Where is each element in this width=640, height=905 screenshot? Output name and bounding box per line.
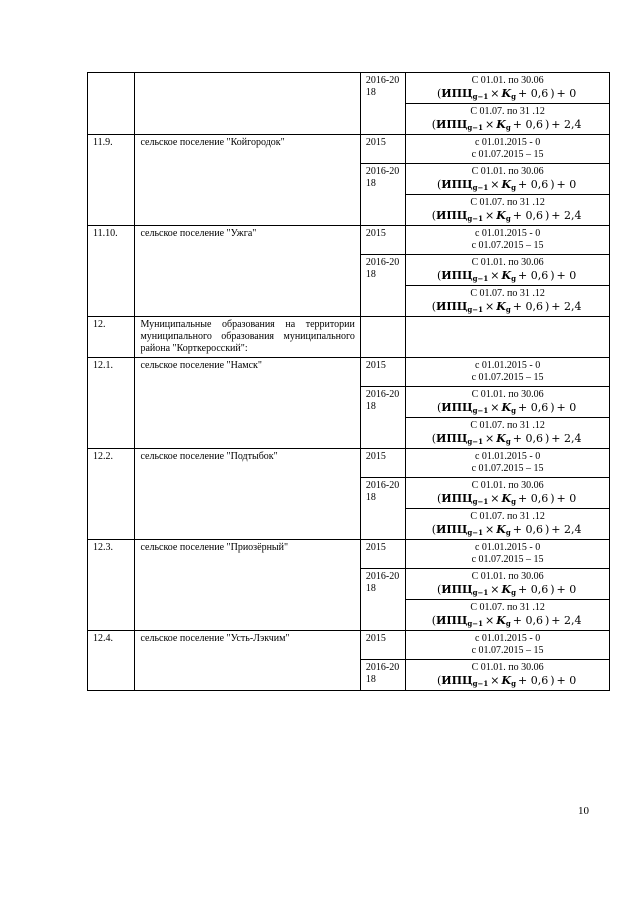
settlement-name (135, 73, 360, 135)
row-number: 12.4. (88, 631, 135, 691)
table-row (88, 449, 610, 478)
formula-base: ИПЦ (441, 492, 473, 505)
formula-paren: ( (436, 178, 442, 191)
tariff-formula (411, 615, 604, 627)
formula-multiply: × (490, 401, 500, 414)
formula-base: ИПЦ (435, 614, 468, 627)
row-number: 11.9. (88, 135, 135, 226)
formula-plus-constant: + 0,6 (512, 209, 543, 222)
table-row (88, 540, 610, 569)
settlement-name: сельское поселение "Подтыбок" (135, 449, 360, 540)
rate-cell (406, 104, 610, 135)
formula-multiply: × (485, 432, 495, 445)
formula-addend: + 2,4 (551, 118, 582, 131)
rate-cell (406, 660, 610, 691)
rate-cell (406, 478, 610, 509)
rate-2015-start: с 01.01.2015 - 0 (474, 228, 541, 239)
year-period (360, 317, 405, 358)
formula-paren: ( (436, 401, 442, 414)
year-period: 2015 (360, 226, 405, 255)
formula-addend: + 2,4 (551, 432, 582, 445)
settlement-name: сельское поселение "Намск" (135, 358, 360, 449)
formula-plus-constant: + 0,6 (512, 300, 543, 313)
formula-paren: ( (436, 674, 442, 687)
table-row (88, 226, 610, 255)
formula-base: ИПЦ (441, 674, 473, 687)
formula-multiply: × (485, 209, 495, 222)
formula-paren: ) (550, 87, 555, 100)
formula-coefficient-subscript: g (505, 214, 511, 223)
rate-cell (406, 317, 610, 358)
formula-coefficient: K (496, 209, 506, 222)
settlement-name: сельское поселение "Усть-Лэкчим" (135, 631, 360, 691)
period-second-half: С 01.07. по 31 .12 (470, 106, 545, 117)
formula-base: ИПЦ (435, 118, 468, 131)
rate-2015-start: с 01.01.2015 - 0 (474, 137, 541, 148)
formula-coefficient-subscript: g (511, 679, 516, 688)
formula-plus-constant: + 0,6 (517, 583, 549, 596)
table-row (88, 317, 610, 358)
formula-multiply: × (485, 523, 495, 536)
formula-paren: ( (436, 87, 442, 100)
year-period: 2016-2018 (360, 387, 405, 449)
year-period: 2016-2018 (360, 73, 405, 135)
rate-2015-mid: с 01.07.2015 – 15 (471, 372, 544, 383)
settlement-name: сельское поселение "Приозёрный" (135, 540, 360, 631)
formula-coefficient: K (501, 401, 512, 414)
formula-base: ИПЦ (441, 401, 473, 414)
formula-paren: ( (431, 209, 436, 222)
settlement-name: Муниципальные образования на территории муниципального образования муниципального района "Корткеросский": (135, 317, 360, 358)
formula-base: ИПЦ (441, 583, 473, 596)
table-row (88, 73, 610, 104)
formula-coefficient-subscript: g (511, 406, 516, 415)
formula-paren: ) (544, 209, 550, 222)
rate-cell (406, 135, 610, 164)
formula-plus-constant: + 0,6 (517, 492, 549, 505)
formula-coefficient-subscript: g (505, 528, 511, 537)
formula-base: ИПЦ (441, 87, 473, 100)
period-second-half: С 01.07. по 31 .12 (470, 288, 545, 299)
formula-coefficient: K (496, 432, 506, 445)
tariff-formula (411, 524, 604, 536)
formula-base: ИПЦ (441, 269, 473, 282)
formula-coefficient-subscript: g (511, 274, 516, 283)
row-number: 11.10. (88, 226, 135, 317)
tariff-formula (411, 301, 604, 313)
rate-cell (406, 73, 610, 104)
rate-cell (406, 569, 610, 600)
rate-2015-mid: с 01.07.2015 – 15 (471, 645, 544, 656)
formula-base-subscript: g−1 (472, 183, 489, 192)
period-first-half: С 01.01. по 30.06 (471, 571, 544, 582)
formula-plus-constant: + 0,6 (512, 614, 543, 627)
formula-base: ИПЦ (441, 178, 473, 191)
year-period: 2015 (360, 358, 405, 387)
formula-paren: ( (431, 614, 436, 627)
rate-cell (406, 387, 610, 418)
formula-base-subscript: g−1 (467, 528, 484, 537)
formula-base: ИПЦ (435, 523, 468, 536)
rate-cell (406, 286, 610, 317)
year-period: 2016-2018 (360, 255, 405, 317)
formula-paren: ( (436, 269, 442, 282)
formula-plus-constant: + 0,6 (512, 432, 543, 445)
formula-coefficient: K (496, 300, 506, 313)
rate-2015-start: с 01.01.2015 - 0 (474, 360, 541, 371)
tariff-formula (411, 210, 604, 222)
year-period: 2015 (360, 540, 405, 569)
period-first-half: С 01.01. по 30.06 (471, 75, 544, 86)
row-number: 12.1. (88, 358, 135, 449)
formula-multiply: × (490, 87, 500, 100)
formula-base-subscript: g−1 (472, 92, 489, 101)
formula-multiply: × (490, 492, 500, 505)
formula-paren: ( (431, 118, 436, 131)
rate-2015-mid: с 01.07.2015 – 15 (471, 554, 544, 565)
period-first-half: С 01.01. по 30.06 (471, 389, 544, 400)
row-number: 12. (88, 317, 135, 358)
formula-coefficient: K (501, 674, 512, 687)
tariff-formula (411, 493, 604, 505)
formula-plus-constant: + 0,6 (517, 401, 549, 414)
rate-cell (406, 418, 610, 449)
formula-coefficient-subscript: g (511, 183, 516, 192)
formula-addend: + 2,4 (551, 209, 582, 222)
year-period: 2015 (360, 449, 405, 478)
formula-plus-constant: + 0,6 (517, 674, 549, 687)
period-first-half: С 01.01. по 30.06 (471, 166, 544, 177)
period-second-half: С 01.07. по 31 .12 (470, 602, 545, 613)
formula-plus-constant: + 0,6 (512, 118, 543, 131)
formula-coefficient-subscript: g (511, 92, 516, 101)
formula-base-subscript: g−1 (467, 123, 484, 132)
formula-base-subscript: g−1 (472, 588, 489, 597)
formula-paren: ( (431, 432, 436, 445)
rate-2015-mid: с 01.07.2015 – 15 (471, 240, 544, 251)
tariff-table (87, 72, 610, 691)
formula-addend: + 0 (556, 269, 577, 282)
tariff-formula (411, 119, 604, 131)
formula-coefficient: K (501, 269, 512, 282)
formula-paren: ( (431, 300, 436, 313)
rate-cell (406, 540, 610, 569)
formula-paren: ) (544, 118, 550, 131)
tariff-formula (411, 270, 604, 282)
formula-addend: + 0 (556, 178, 577, 191)
formula-coefficient-subscript: g (505, 123, 511, 132)
rate-cell (406, 509, 610, 540)
formula-paren: ) (550, 674, 555, 687)
rate-cell (406, 226, 610, 255)
formula-addend: + 0 (556, 674, 577, 687)
formula-paren: ( (436, 583, 442, 596)
year-period: 2016-2018 (360, 569, 405, 631)
period-second-half: С 01.07. по 31 .12 (470, 197, 545, 208)
tariff-formula (411, 433, 604, 445)
year-period: 2016-2018 (360, 164, 405, 226)
tariff-formula (411, 88, 604, 100)
rate-cell (406, 449, 610, 478)
formula-base: ИПЦ (435, 432, 468, 445)
formula-coefficient: K (496, 614, 506, 627)
formula-base-subscript: g−1 (472, 679, 489, 688)
formula-base-subscript: g−1 (472, 274, 489, 283)
year-period: 2015 (360, 631, 405, 660)
table-row (88, 135, 610, 164)
formula-paren: ) (550, 583, 555, 596)
formula-addend: + 2,4 (551, 614, 582, 627)
rate-cell (406, 600, 610, 631)
formula-coefficient: K (496, 118, 506, 131)
formula-base: ИПЦ (435, 209, 468, 222)
formula-coefficient-subscript: g (505, 305, 511, 314)
rate-cell (406, 195, 610, 226)
formula-paren: ) (550, 269, 555, 282)
row-number (88, 73, 135, 135)
formula-paren: ) (550, 178, 555, 191)
rate-2015-mid: с 01.07.2015 – 15 (471, 149, 544, 160)
formula-paren: ) (544, 614, 550, 627)
page-number: 10 (578, 805, 589, 817)
year-period: 2016-2018 (360, 478, 405, 540)
formula-coefficient-subscript: g (505, 437, 511, 446)
formula-addend: + 2,4 (551, 300, 582, 313)
formula-base-subscript: g−1 (472, 497, 489, 506)
formula-addend: + 0 (556, 401, 577, 414)
formula-plus-constant: + 0,6 (512, 523, 543, 536)
formula-plus-constant: + 0,6 (517, 269, 549, 282)
formula-paren: ) (544, 523, 550, 536)
formula-paren: ) (550, 492, 555, 505)
formula-base: ИПЦ (435, 300, 468, 313)
formula-paren: ) (544, 432, 550, 445)
formula-multiply: × (490, 583, 500, 596)
formula-base-subscript: g−1 (467, 214, 484, 223)
rate-2015-start: с 01.01.2015 - 0 (474, 451, 541, 462)
formula-coefficient-subscript: g (511, 588, 516, 597)
tariff-formula (411, 584, 604, 596)
rate-cell (406, 255, 610, 286)
formula-addend: + 0 (556, 87, 577, 100)
formula-plus-constant: + 0,6 (517, 87, 549, 100)
formula-multiply: × (490, 178, 500, 191)
formula-paren: ( (431, 523, 436, 536)
formula-base-subscript: g−1 (472, 406, 489, 415)
formula-plus-constant: + 0,6 (517, 178, 549, 191)
row-number: 12.2. (88, 449, 135, 540)
formula-paren: ( (436, 492, 442, 505)
rate-2015-start: с 01.01.2015 - 0 (474, 542, 541, 553)
formula-coefficient-subscript: g (511, 497, 516, 506)
settlement-name: сельское поселение "Ужга" (135, 226, 360, 317)
formula-coefficient: K (496, 523, 506, 536)
formula-coefficient-subscript: g (505, 619, 511, 628)
formula-coefficient: K (501, 583, 512, 596)
formula-coefficient: K (501, 492, 512, 505)
table-row (88, 631, 610, 660)
rate-cell (406, 631, 610, 660)
formula-multiply: × (490, 269, 500, 282)
row-number: 12.3. (88, 540, 135, 631)
formula-paren: ) (550, 401, 555, 414)
rate-cell (406, 358, 610, 387)
formula-coefficient: K (501, 87, 512, 100)
year-period: 2016-2018 (360, 660, 405, 691)
formula-base-subscript: g−1 (467, 437, 484, 446)
period-first-half: С 01.01. по 30.06 (471, 480, 544, 491)
formula-multiply: × (485, 118, 495, 131)
year-period: 2015 (360, 135, 405, 164)
table-row (88, 358, 610, 387)
formula-base-subscript: g−1 (467, 305, 484, 314)
rate-2015-mid: с 01.07.2015 – 15 (471, 463, 544, 474)
tariff-formula (411, 402, 604, 414)
formula-base-subscript: g−1 (467, 619, 484, 628)
rate-cell (406, 164, 610, 195)
formula-multiply: × (490, 674, 500, 687)
period-first-half: С 01.01. по 30.06 (471, 257, 544, 268)
period-first-half: С 01.01. по 30.06 (471, 662, 544, 673)
tariff-formula (411, 675, 604, 687)
formula-addend: + 2,4 (551, 523, 582, 536)
formula-multiply: × (485, 614, 495, 627)
formula-addend: + 0 (556, 583, 577, 596)
period-second-half: С 01.07. по 31 .12 (470, 511, 545, 522)
settlement-name: сельское поселение "Койгородок" (135, 135, 360, 226)
formula-multiply: × (485, 300, 495, 313)
formula-paren: ) (544, 300, 550, 313)
formula-addend: + 0 (556, 492, 577, 505)
rate-2015-start: с 01.01.2015 - 0 (474, 633, 541, 644)
period-second-half: С 01.07. по 31 .12 (470, 420, 545, 431)
formula-coefficient: K (501, 178, 512, 191)
tariff-formula (411, 179, 604, 191)
